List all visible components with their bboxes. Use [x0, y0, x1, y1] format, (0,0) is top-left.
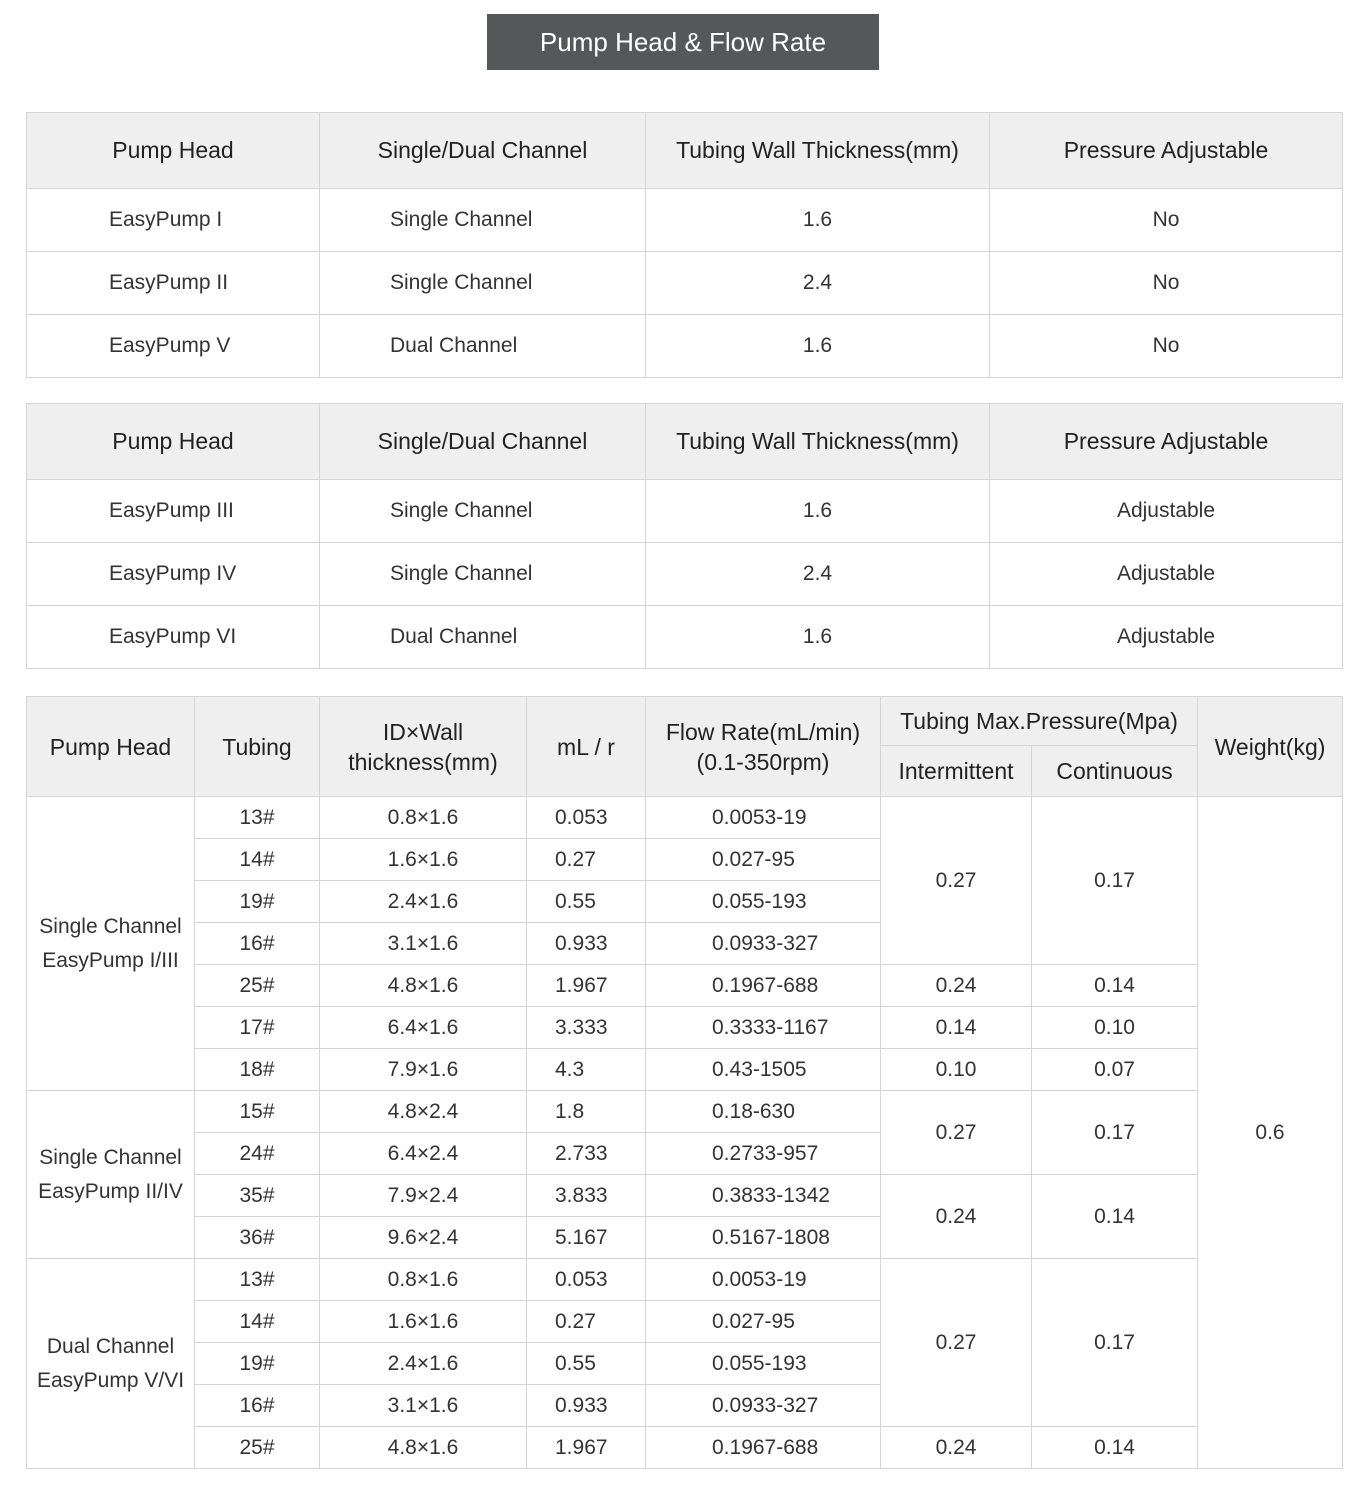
table-row — [27, 543, 1343, 606]
wall-thickness-cell: 1.6 — [646, 606, 990, 669]
intermittent-cell: 0.24 — [881, 965, 1032, 1007]
table-header-row — [27, 113, 1343, 189]
id-wall-cell: 2.4×1.6 — [320, 881, 527, 923]
channel-cell: Single Channel — [320, 480, 646, 543]
header-line: thickness(mm) — [348, 748, 498, 775]
flow-rate-cell: 0.027-95 — [646, 1301, 881, 1343]
pump-head-cell: EasyPump II — [27, 252, 320, 315]
flow-rate-cell: 0.055-193 — [646, 1343, 881, 1385]
group-label-cell — [27, 797, 195, 1091]
group-label-cell — [27, 1091, 195, 1259]
group-label-line: EasyPump V/VI — [36, 1368, 185, 1392]
column-header: Pressure Adjustable — [990, 404, 1343, 480]
tubing-cell: 24# — [195, 1133, 320, 1175]
wall-thickness-cell: 1.6 — [646, 480, 990, 543]
column-header: Pressure Adjustable — [990, 113, 1343, 189]
wall-thickness-cell: 1.6 — [646, 189, 990, 252]
flow-rate-cell: 0.3333-1167 — [646, 1007, 881, 1049]
flow-rate-table — [26, 696, 1343, 1469]
intermittent-cell: 0.27 — [881, 1091, 1032, 1175]
tubing-cell: 18# — [195, 1049, 320, 1091]
table-row — [27, 1007, 1343, 1049]
column-header-weight: Weight(kg) — [1198, 697, 1343, 797]
intermittent-cell: 0.14 — [881, 1007, 1032, 1049]
group-label-line: Single Channel — [39, 1145, 182, 1169]
tubing-cell: 35# — [195, 1175, 320, 1217]
id-wall-cell: 7.9×1.6 — [320, 1049, 527, 1091]
column-header-intermittent: Intermittent — [881, 746, 1032, 797]
id-wall-cell: 7.9×2.4 — [320, 1175, 527, 1217]
tubing-cell: 14# — [195, 1301, 320, 1343]
flow-rate-cell: 0.0053-19 — [646, 1259, 881, 1301]
table-row — [27, 606, 1343, 669]
id-wall-cell: 4.8×2.4 — [320, 1091, 527, 1133]
table-row — [27, 965, 1343, 1007]
column-header-tubing: Tubing — [195, 697, 320, 797]
table-row — [27, 1175, 1343, 1217]
table-row — [27, 1427, 1343, 1469]
weight-cell: 0.6 — [1198, 797, 1343, 1469]
channel-cell: Single Channel — [320, 252, 646, 315]
id-wall-cell: 6.4×2.4 — [320, 1133, 527, 1175]
flow-rate-cell: 0.43-1505 — [646, 1049, 881, 1091]
channel-cell: Dual Channel — [320, 606, 646, 669]
intermittent-cell: 0.10 — [881, 1049, 1032, 1091]
id-wall-cell: 3.1×1.6 — [320, 923, 527, 965]
flow-rate-cell: 0.0933-327 — [646, 923, 881, 965]
id-wall-cell: 6.4×1.6 — [320, 1007, 527, 1049]
continuous-cell: 0.14 — [1032, 1175, 1198, 1259]
pump-head-cell: EasyPump III — [27, 480, 320, 543]
tubing-cell: 19# — [195, 1343, 320, 1385]
ml-r-cell: 1.967 — [527, 1427, 646, 1469]
tubing-cell: 14# — [195, 839, 320, 881]
id-wall-cell: 0.8×1.6 — [320, 797, 527, 839]
continuous-cell: 0.10 — [1032, 1007, 1198, 1049]
column-header-ml-r: mL / r — [527, 697, 646, 797]
id-wall-cell: 1.6×1.6 — [320, 839, 527, 881]
table-header-row — [27, 697, 1343, 746]
continuous-cell: 0.17 — [1032, 797, 1198, 965]
intermittent-cell: 0.27 — [881, 1259, 1032, 1427]
column-header: Pump Head — [27, 113, 320, 189]
tubing-cell: 36# — [195, 1217, 320, 1259]
tubing-cell: 13# — [195, 1259, 320, 1301]
channel-cell: Single Channel — [320, 189, 646, 252]
continuous-cell: 0.14 — [1032, 965, 1198, 1007]
flow-rate-cell: 0.1967-688 — [646, 965, 881, 1007]
flow-rate-cell: 0.055-193 — [646, 881, 881, 923]
flow-rate-cell: 0.1967-688 — [646, 1427, 881, 1469]
tubing-cell: 13# — [195, 797, 320, 839]
table-row — [27, 252, 1343, 315]
tubing-cell: 15# — [195, 1091, 320, 1133]
continuous-cell: 0.14 — [1032, 1427, 1198, 1469]
column-header-id-wall — [320, 697, 527, 797]
id-wall-cell: 1.6×1.6 — [320, 1301, 527, 1343]
table-row — [27, 480, 1343, 543]
pressure-adjustable-cell: Adjustable — [990, 606, 1343, 669]
ml-r-cell: 0.053 — [527, 1259, 646, 1301]
group-label-line: Dual Channel — [46, 1334, 175, 1358]
continuous-cell: 0.17 — [1032, 1091, 1198, 1175]
flow-rate-cell: 0.3833-1342 — [646, 1175, 881, 1217]
column-header: Tubing Wall Thickness(mm) — [646, 113, 990, 189]
table-row — [27, 315, 1343, 378]
column-header-flow-rate — [646, 697, 881, 797]
channel-cell: Single Channel — [320, 543, 646, 606]
ml-r-cell: 0.933 — [527, 923, 646, 965]
pump-head-table-2 — [26, 403, 1343, 669]
table-row — [27, 797, 1343, 839]
ml-r-cell: 0.933 — [527, 1385, 646, 1427]
intermittent-cell: 0.24 — [881, 1427, 1032, 1469]
column-header-pump-head: Pump Head — [27, 697, 195, 797]
flow-rate-cell: 0.0933-327 — [646, 1385, 881, 1427]
flow-rate-cell: 0.0053-19 — [646, 797, 881, 839]
pump-head-table-1 — [26, 112, 1343, 378]
id-wall-cell: 9.6×2.4 — [320, 1217, 527, 1259]
tubing-cell: 16# — [195, 923, 320, 965]
ml-r-cell: 0.55 — [527, 1343, 646, 1385]
pressure-adjustable-cell: No — [990, 315, 1343, 378]
column-header: Tubing Wall Thickness(mm) — [646, 404, 990, 480]
ml-r-cell: 2.733 — [527, 1133, 646, 1175]
ml-r-cell: 1.967 — [527, 965, 646, 1007]
id-wall-cell: 0.8×1.6 — [320, 1259, 527, 1301]
ml-r-cell: 4.3 — [527, 1049, 646, 1091]
column-header: Single/Dual Channel — [320, 404, 646, 480]
intermittent-cell: 0.27 — [881, 797, 1032, 965]
group-label-cell — [27, 1259, 195, 1469]
title-wrap — [0, 14, 1366, 70]
column-header-max-pressure: Tubing Max.Pressure(Mpa) — [881, 697, 1198, 746]
column-header: Single/Dual Channel — [320, 113, 646, 189]
tubing-cell: 17# — [195, 1007, 320, 1049]
ml-r-cell: 0.053 — [527, 797, 646, 839]
pump-head-cell: EasyPump IV — [27, 543, 320, 606]
id-wall-cell: 4.8×1.6 — [320, 1427, 527, 1469]
id-wall-cell: 4.8×1.6 — [320, 965, 527, 1007]
ml-r-cell: 5.167 — [527, 1217, 646, 1259]
group-label-line: EasyPump II/IV — [38, 1179, 183, 1203]
header-line: (0.1-350rpm) — [696, 748, 830, 775]
table-row — [27, 189, 1343, 252]
ml-r-cell: 3.333 — [527, 1007, 646, 1049]
tubing-cell: 25# — [195, 965, 320, 1007]
id-wall-cell: 3.1×1.6 — [320, 1385, 527, 1427]
tubing-cell: 19# — [195, 881, 320, 923]
wall-thickness-cell: 2.4 — [646, 252, 990, 315]
ml-r-cell: 0.27 — [527, 839, 646, 881]
tubing-cell: 16# — [195, 1385, 320, 1427]
continuous-cell: 0.17 — [1032, 1259, 1198, 1427]
ml-r-cell: 1.8 — [527, 1091, 646, 1133]
flow-rate-cell: 0.18-630 — [646, 1091, 881, 1133]
tubing-cell: 25# — [195, 1427, 320, 1469]
channel-cell: Dual Channel — [320, 315, 646, 378]
ml-r-cell: 3.833 — [527, 1175, 646, 1217]
table-row — [27, 1259, 1343, 1301]
pressure-adjustable-cell: Adjustable — [990, 480, 1343, 543]
continuous-cell: 0.07 — [1032, 1049, 1198, 1091]
group-label-line: Single Channel — [39, 914, 182, 938]
column-header: Pump Head — [27, 404, 320, 480]
header-line: Flow Rate(mL/min) — [665, 718, 861, 745]
pressure-adjustable-cell: No — [990, 189, 1343, 252]
page-title: Pump Head & Flow Rate — [487, 14, 879, 70]
ml-r-cell: 0.27 — [527, 1301, 646, 1343]
pump-head-cell: EasyPump VI — [27, 606, 320, 669]
ml-r-cell: 0.55 — [527, 881, 646, 923]
table-row — [27, 1049, 1343, 1091]
flow-rate-cell: 0.027-95 — [646, 839, 881, 881]
pressure-adjustable-cell: Adjustable — [990, 543, 1343, 606]
flow-rate-cell: 0.2733-957 — [646, 1133, 881, 1175]
table-row — [27, 1091, 1343, 1133]
column-header-continuous: Continuous — [1032, 746, 1198, 797]
intermittent-cell: 0.24 — [881, 1175, 1032, 1259]
header-line: ID×Wall — [382, 718, 464, 745]
table-header-row — [27, 404, 1343, 480]
pump-head-cell: EasyPump V — [27, 315, 320, 378]
pump-head-cell: EasyPump I — [27, 189, 320, 252]
id-wall-cell: 2.4×1.6 — [320, 1343, 527, 1385]
flow-rate-cell: 0.5167-1808 — [646, 1217, 881, 1259]
group-label-line: EasyPump I/III — [42, 948, 179, 972]
wall-thickness-cell: 1.6 — [646, 315, 990, 378]
wall-thickness-cell: 2.4 — [646, 543, 990, 606]
pressure-adjustable-cell: No — [990, 252, 1343, 315]
